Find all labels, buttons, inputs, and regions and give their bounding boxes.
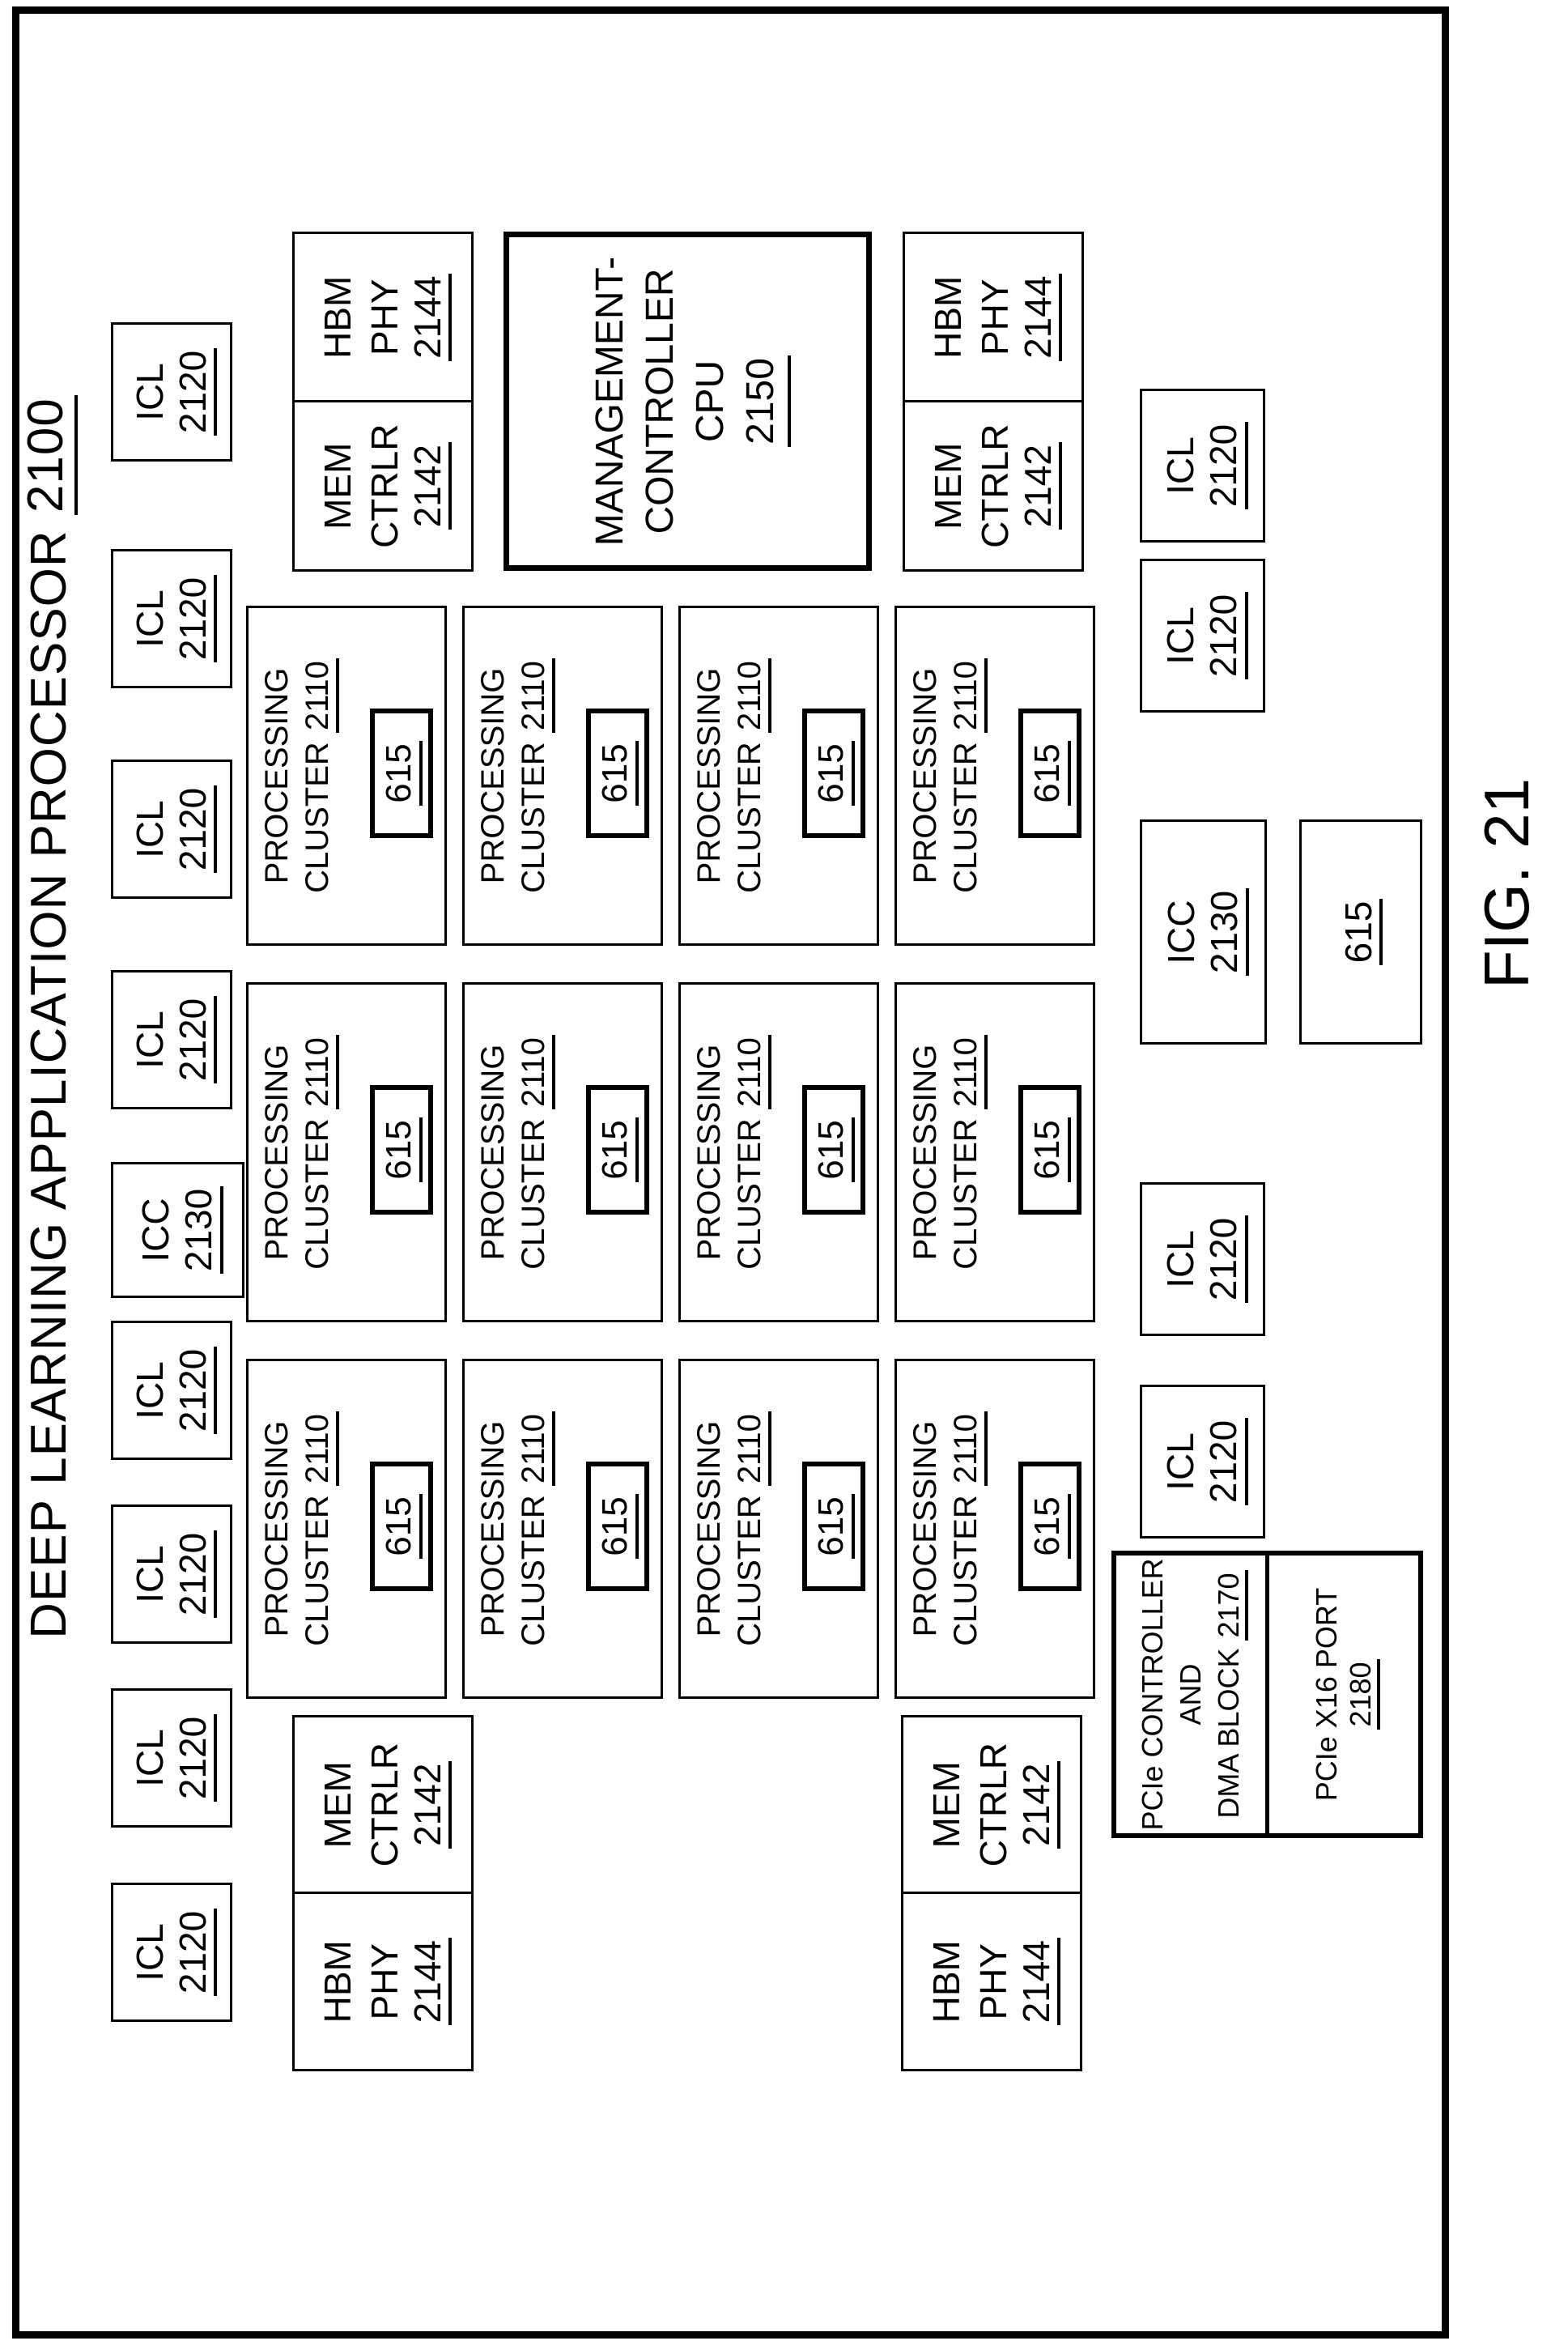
memory-pair-block	[292, 1715, 474, 2071]
sub-block-ref: 615	[813, 1494, 855, 1558]
icl-ref: 2120	[173, 996, 217, 1083]
icc-ref: 2130	[1205, 888, 1248, 976]
cluster-label: CLUSTER	[948, 1495, 984, 1646]
cluster-sub-block-615	[586, 1462, 649, 1591]
cluster-ref: 2110	[516, 658, 555, 733]
processing-cluster-block	[462, 982, 663, 1322]
cluster-sub-block-615	[586, 1085, 649, 1215]
cluster-ref: 2110	[733, 658, 771, 733]
processing-cluster-block	[678, 606, 879, 946]
icl-ref: 2120	[173, 785, 217, 873]
figure-label: FIG. 21	[1470, 777, 1542, 989]
cluster-label: CLUSTER	[300, 1495, 335, 1646]
diagram-title	[15, 398, 83, 1639]
sub-block-ref: 615	[813, 741, 855, 805]
pcie-dma-label: PCIe CONTROLLER AND	[1135, 1558, 1207, 1831]
mem-ctrlr-ref: 2142	[408, 442, 452, 530]
cluster-label: CLUSTER	[732, 742, 767, 893]
processing-cluster-block	[462, 606, 663, 946]
hbm-phy-label: HBM	[924, 1940, 967, 2024]
cluster-ref: 2110	[300, 658, 339, 733]
mem-ctrlr-block	[295, 401, 471, 570]
sub-block-ref: 615	[813, 1117, 855, 1181]
sub-block-615	[1299, 819, 1422, 1045]
mgmt-cpu-label: CONTROLLER	[638, 268, 682, 534]
icl-ref: 2120	[173, 1347, 217, 1434]
icl-label: ICL	[1159, 1432, 1202, 1491]
cluster-label: PROCESSING	[475, 1420, 511, 1637]
mem-ctrlr-label: CTRLR	[971, 1743, 1014, 1867]
pcie-dma-label: DMA BLOCK	[1211, 1648, 1245, 1819]
mgmt-cpu-label: CPU	[688, 360, 732, 443]
icl-label: ICL	[128, 1011, 171, 1069]
memory-pair-block	[903, 232, 1084, 572]
icl-label: ICL	[128, 363, 171, 421]
cluster-label: PROCESSING	[691, 1044, 727, 1261]
cluster-label: CLUSTER	[948, 1118, 984, 1270]
icl-block	[1140, 1182, 1265, 1336]
cluster-ref: 2110	[516, 1035, 555, 1109]
sub-block-ref: 615	[597, 1117, 639, 1181]
sub-block-ref: 615	[597, 1494, 639, 1558]
cluster-ref: 2110	[733, 1411, 771, 1486]
icl-block	[1140, 559, 1265, 713]
hbm-phy-block	[905, 234, 1081, 401]
icl-label: ICL	[128, 800, 171, 858]
icl-block	[111, 1688, 232, 1828]
icl-ref: 2120	[1204, 1215, 1247, 1303]
icl-label: ICL	[1159, 1230, 1202, 1288]
cluster-sub-block-615	[370, 1462, 433, 1591]
processing-cluster-block	[894, 606, 1095, 946]
icl-block	[111, 549, 232, 688]
hbm-phy-label: HBM	[316, 275, 359, 359]
mem-ctrlr-label: MEM	[316, 1761, 359, 1849]
icc-label: ICC	[134, 1198, 177, 1262]
cluster-ref: 2110	[300, 1035, 339, 1109]
mem-ctrlr-block	[905, 401, 1081, 570]
icl-ref: 2120	[1204, 1418, 1247, 1505]
hbm-phy-label: HBM	[926, 275, 969, 359]
management-controller-cpu-block	[504, 232, 872, 571]
icl-ref: 2120	[173, 1714, 217, 1802]
cluster-ref: 2110	[949, 658, 988, 733]
icl-ref: 2120	[1204, 592, 1247, 679]
icl-block	[111, 1321, 232, 1460]
hbm-phy-block	[295, 234, 471, 401]
cluster-label: PROCESSING	[907, 667, 943, 884]
icl-label: ICL	[128, 1729, 171, 1787]
hbm-phy-label: PHY	[971, 1943, 1014, 2020]
icl-block	[111, 1883, 232, 2022]
processing-cluster-block	[246, 982, 447, 1322]
mem-ctrlr-label: CTRLR	[363, 1743, 406, 1867]
sub-block-ref: 615	[380, 1494, 423, 1558]
cluster-sub-block-615	[586, 709, 649, 838]
cluster-label: PROCESSING	[475, 667, 511, 884]
cluster-label: CLUSTER	[732, 1118, 767, 1270]
memory-pair-block	[901, 1715, 1082, 2071]
cluster-label: PROCESSING	[907, 1420, 943, 1637]
pcie-port-ref: 2180	[1345, 1659, 1381, 1729]
processing-cluster-block	[246, 606, 447, 946]
pcie-dma-section	[1116, 1556, 1269, 1833]
diagram-title-text: DEEP LEARNING APPLICATION PROCESSOR	[20, 530, 77, 1639]
hbm-phy-block	[903, 1892, 1080, 2070]
sub-block-ref: 615	[380, 1117, 423, 1181]
cluster-label: PROCESSING	[259, 1044, 295, 1261]
hbm-phy-label: PHY	[363, 279, 406, 356]
cluster-label: PROCESSING	[475, 1044, 511, 1261]
cluster-label: PROCESSING	[691, 667, 727, 884]
icl-label: ICL	[128, 1923, 171, 1981]
icl-ref: 2120	[173, 1909, 217, 1996]
cluster-label: PROCESSING	[907, 1044, 943, 1261]
processing-cluster-block	[678, 982, 879, 1322]
cluster-label: PROCESSING	[259, 667, 295, 884]
cluster-sub-block-615	[802, 1085, 865, 1215]
cluster-label: CLUSTER	[516, 742, 551, 893]
icl-block	[111, 1504, 232, 1644]
mem-ctrlr-block	[903, 1717, 1080, 1892]
processing-cluster-block	[462, 1359, 663, 1699]
icc-block	[111, 1162, 244, 1298]
icl-ref: 2120	[173, 348, 217, 436]
cluster-sub-block-615	[370, 1085, 433, 1215]
icl-ref: 2120	[173, 575, 217, 662]
icc-ref: 2130	[179, 1186, 223, 1274]
cluster-ref: 2110	[949, 1035, 988, 1109]
cluster-sub-block-615	[1018, 709, 1081, 838]
cluster-label: CLUSTER	[516, 1495, 551, 1646]
mem-ctrlr-label: MEM	[924, 1761, 967, 1849]
icl-label: ICL	[1159, 436, 1202, 495]
cluster-ref: 2110	[300, 1411, 339, 1486]
icl-block	[1140, 1385, 1265, 1539]
sub-block-ref: 615	[1029, 741, 1071, 805]
icl-label: ICL	[128, 1361, 171, 1419]
cluster-label: CLUSTER	[300, 1118, 335, 1270]
cluster-label: CLUSTER	[948, 742, 984, 893]
cluster-label: PROCESSING	[691, 1420, 727, 1637]
sub-block-ref: 615	[1029, 1494, 1071, 1558]
cluster-sub-block-615	[802, 709, 865, 838]
mem-ctrlr-label: MEM	[316, 442, 359, 530]
cluster-label: PROCESSING	[259, 1420, 295, 1637]
icc-block	[1140, 819, 1267, 1045]
cluster-label: CLUSTER	[516, 1118, 551, 1270]
mgmt-cpu-ref: 2150	[736, 355, 791, 447]
icl-label: ICL	[1159, 606, 1202, 665]
pcie-port-label: PCIe X16 PORT	[1309, 1587, 1343, 1802]
pcie-x16-port-block	[1269, 1556, 1418, 1833]
mem-ctrlr-ref: 2142	[408, 1761, 452, 1849]
icl-block	[111, 970, 232, 1109]
cluster-sub-block-615	[1018, 1085, 1081, 1215]
cluster-sub-block-615	[1018, 1462, 1081, 1591]
processing-cluster-block	[246, 1359, 447, 1699]
mem-ctrlr-label: MEM	[926, 442, 969, 530]
sub-block-ref: 615	[380, 741, 423, 805]
mem-ctrlr-label: CTRLR	[973, 423, 1016, 548]
sub-block-ref: 615	[1339, 899, 1383, 966]
hbm-phy-ref: 2144	[1017, 1938, 1060, 2025]
icl-block	[1140, 389, 1265, 543]
pcie-controller-dma-block	[1111, 1551, 1423, 1838]
sub-block-ref: 615	[1029, 1117, 1071, 1181]
mem-ctrlr-ref: 2142	[1017, 1761, 1060, 1849]
hbm-phy-ref: 2144	[408, 274, 452, 361]
hbm-phy-label: HBM	[316, 1940, 359, 2024]
mem-ctrlr-block	[295, 1717, 471, 1892]
mem-ctrlr-ref: 2142	[1018, 442, 1062, 530]
sub-block-ref: 615	[597, 741, 639, 805]
processing-cluster-block	[894, 982, 1095, 1322]
mem-ctrlr-label: CTRLR	[363, 423, 406, 548]
icl-ref: 2120	[1204, 422, 1247, 509]
cluster-ref: 2110	[949, 1411, 988, 1486]
hbm-phy-ref: 2144	[1018, 274, 1062, 361]
cluster-sub-block-615	[802, 1462, 865, 1591]
hbm-phy-block	[295, 1892, 471, 2070]
icl-block	[111, 760, 232, 899]
cluster-label: CLUSTER	[732, 1495, 767, 1646]
cluster-ref: 2110	[516, 1411, 555, 1486]
icl-label: ICL	[128, 1545, 171, 1603]
icc-label: ICC	[1160, 900, 1203, 964]
pcie-dma-ref: 2170	[1213, 1570, 1249, 1640]
icl-ref: 2120	[173, 1530, 217, 1618]
hbm-phy-ref: 2144	[408, 1938, 452, 2025]
cluster-sub-block-615	[370, 709, 433, 838]
cluster-label: CLUSTER	[300, 742, 335, 893]
icl-label: ICL	[128, 589, 171, 648]
processing-cluster-block	[894, 1359, 1095, 1699]
processing-cluster-block	[678, 1359, 879, 1699]
hbm-phy-label: PHY	[973, 279, 1016, 356]
memory-pair-block	[292, 232, 474, 572]
cluster-ref: 2110	[733, 1035, 771, 1109]
hbm-phy-label: PHY	[363, 1943, 406, 2020]
diagram-title-ref: 2100	[19, 395, 77, 515]
mgmt-cpu-label: MANAGEMENT-	[588, 256, 631, 547]
icl-block	[111, 322, 232, 462]
